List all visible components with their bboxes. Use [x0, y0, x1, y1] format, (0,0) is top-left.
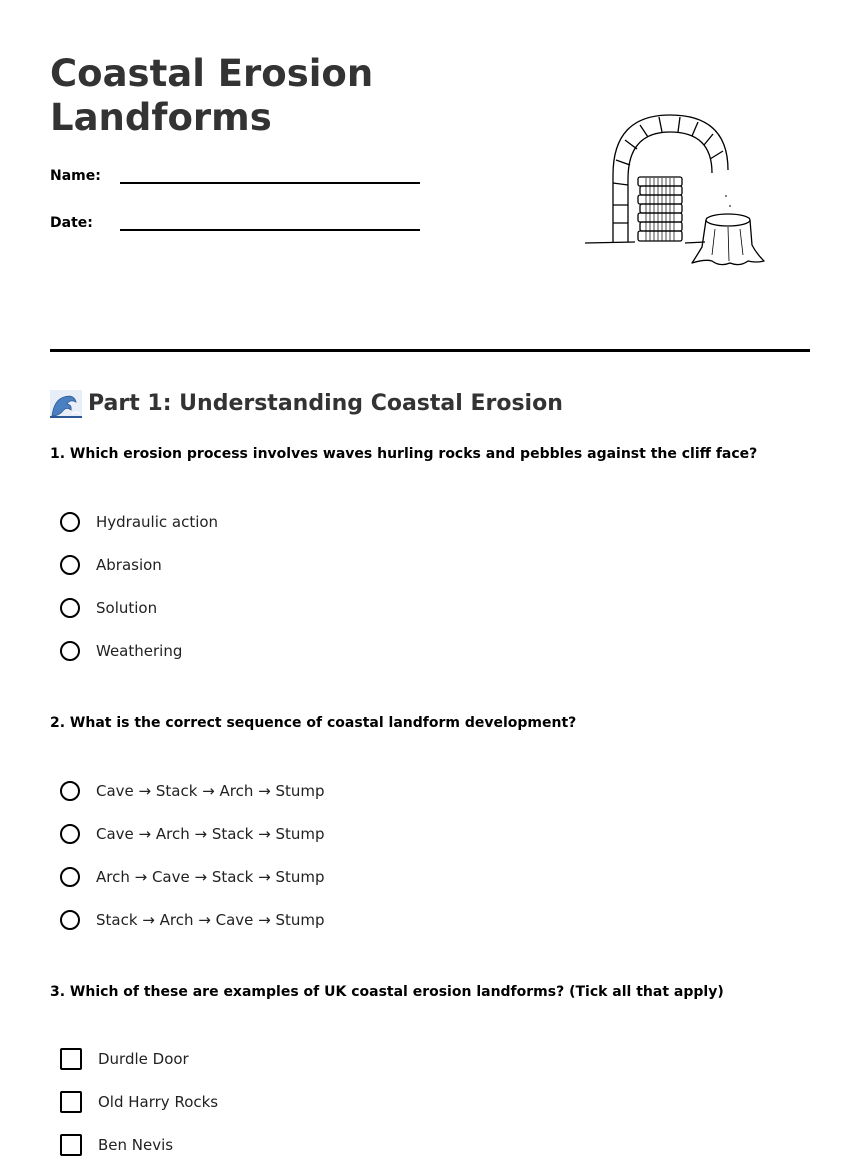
option-label: Hydraulic action	[96, 513, 219, 531]
radio-button[interactable]	[60, 512, 80, 532]
part1-heading	[50, 388, 563, 420]
q1-option-1[interactable]	[60, 509, 218, 535]
radio-button[interactable]	[60, 781, 80, 801]
q2-option-1[interactable]	[60, 778, 325, 804]
q2-option-4[interactable]	[60, 907, 325, 933]
q3-option-1[interactable]	[60, 1046, 189, 1072]
q3-option-3[interactable]	[60, 1132, 173, 1158]
q1-option-4[interactable]	[60, 638, 182, 664]
option-label: Arch → Cave → Stack → Stump	[96, 868, 325, 886]
radio-button[interactable]	[60, 824, 80, 844]
name-write-line[interactable]	[120, 182, 420, 184]
radio-button[interactable]	[60, 598, 80, 618]
question-1: 1. Which erosion process involves waves hurling rocks and pebbles against the cliff face?	[50, 446, 758, 462]
water-wave-icon	[50, 390, 82, 418]
name-field	[50, 166, 430, 190]
checkbox[interactable]	[60, 1091, 82, 1113]
page-title: Coastal Erosion Landforms	[50, 52, 374, 139]
option-label: Abrasion	[96, 556, 162, 574]
name-label: Name:	[50, 168, 101, 184]
part1-heading-text: Part 1: Understanding Coastal Erosion	[88, 391, 563, 416]
q3-option-2[interactable]	[60, 1089, 218, 1115]
q2-option-2[interactable]	[60, 821, 325, 847]
checkbox[interactable]	[60, 1048, 82, 1070]
radio-button[interactable]	[60, 555, 80, 575]
radio-button[interactable]	[60, 910, 80, 930]
q2-option-3[interactable]	[60, 864, 325, 890]
question-3: 3. Which of these are examples of UK coastal erosion landforms? (Tick all that apply)	[50, 984, 724, 1000]
date-write-line[interactable]	[120, 229, 420, 231]
option-label: Weathering	[96, 642, 183, 660]
worksheet-page	[50, 0, 810, 1161]
option-label: Ben Nevis	[98, 1136, 174, 1154]
option-label: Cave → Stack → Arch → Stump	[96, 782, 325, 800]
option-label: Old Harry Rocks	[98, 1093, 219, 1111]
section-divider	[50, 349, 810, 352]
radio-button[interactable]	[60, 867, 80, 887]
q1-option-3[interactable]	[60, 595, 157, 621]
option-label: Solution	[96, 599, 158, 617]
option-label: Cave → Arch → Stack → Stump	[96, 825, 325, 843]
date-field	[50, 213, 430, 237]
sea-arch-stack-illustration	[580, 105, 770, 275]
date-label: Date:	[50, 215, 93, 231]
question-2: 2. What is the correct sequence of coastal landform development?	[50, 715, 577, 731]
radio-button[interactable]	[60, 641, 80, 661]
option-label: Stack → Arch → Cave → Stump	[96, 911, 325, 929]
q1-option-2[interactable]	[60, 552, 162, 578]
checkbox[interactable]	[60, 1134, 82, 1156]
option-label: Durdle Door	[98, 1050, 189, 1068]
